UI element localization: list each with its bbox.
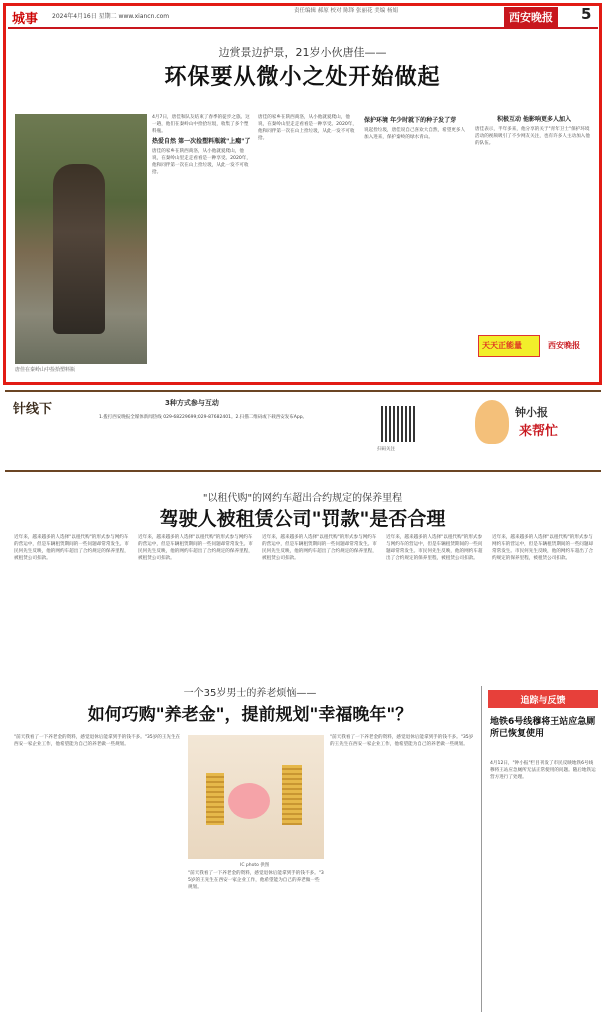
story2-headline[interactable]: 驾驶人被租赁公司"罚款"是否合理 — [159, 508, 446, 530]
paper-mark: 西安晚报 — [548, 341, 580, 350]
story1-subtitle: 边赏景边护景，21岁小伙唐佳—— — [218, 46, 387, 59]
column-name: 钟小报 — [515, 406, 548, 419]
story1-column-2 — [258, 114, 358, 364]
story2-col-1: 近年来，越来越多的人选择"以租代购"的形式参与网约车的营运中，但是车辆租赁期间的一些问题却常常发生。市民何先生反映，他的网约车超出了合约规定的保养里程，被租赁公司扣款。 — [14, 535, 129, 561]
column-divider — [481, 686, 482, 1012]
calligraphy-title: 针线下 — [13, 402, 53, 417]
page-number: 5 — [581, 5, 592, 23]
newspaper-logo: 西安晚报 — [504, 7, 558, 27]
story2-col-5: 近年来，越来越多的人选择"以租代购"的形式参与网约车的营运中，但是车辆租赁期间的一些问题却常常发生。市民何先生反映，他的网约车超出了合约规定的保养里程，被租赁公司扣款。 — [492, 535, 594, 561]
story1-subhead-1: 热爱自然 第一次捡塑料瓶就"上瘾"了 — [152, 138, 251, 145]
story3-headline[interactable]: 如何巧购"养老金"，提前规划"幸福晚年"？ — [87, 705, 413, 725]
trace-body: 4月12日，"钟小报"栏目刊发了市民反映地铁6号线穆将王站应急厕所无法正常使用的问题。随后地铁运营方进行了处理。 — [490, 761, 596, 780]
qr-caption: 扫码关注 — [377, 447, 395, 452]
band-title: 3种方式参与互动 — [165, 399, 219, 407]
story2-col-2: 近年来，越来越多的人选择"以租代购"的形式参与网约车的营运中，但是车辆租赁期间的一些问题却常常发生。市民何先生反映，他的网约车超出了合约规定的保养里程，被租赁公司扣款。 — [138, 535, 253, 561]
positive-energy-badge — [478, 335, 540, 357]
pension-illustration — [188, 735, 324, 859]
interaction-band — [5, 390, 601, 472]
story2-col-3: 近年来，越来越多的人选择"以租代购"的形式参与网约车的营运中，但是车辆租赁期间的一些问题却常常发生。市民何先生反映，他的网约车超出了合约规定的保养里程，被租赁公司扣款。 — [262, 535, 377, 561]
mascot-icon — [475, 400, 509, 444]
story3-lead: 一个35岁男士的养老烦恼—— — [183, 688, 317, 699]
story2-col-4: 近年来，越来越多的人选择"以租代购"的形式参与网约车的营运中，但是车辆租赁期间的一些问题却常常发生。市民何先生反映，他的网约车超出了合约规定的保养里程，被租赁公司扣款。 — [386, 535, 483, 561]
story1-headline[interactable]: 环保要从微小之处开始做起 — [164, 65, 441, 90]
editor-credits: 责任编辑 郝原 校对 陈锋 张丽花 美编 杨娟 — [294, 8, 398, 14]
issue-date: 2024年4月16日 星期二 www.xiancn.com — [52, 13, 170, 20]
section-label: 城事 — [12, 12, 39, 27]
sidebar-title: 积极互动 他影响更多人加入 — [496, 116, 572, 123]
story3-col-3: "前天我看了一下养老金的资料，感觉退休后能拿到手的钱不多。"35岁的王先生在西安一家企业工作，他希望能为自己的养老做一些规划。 — [330, 735, 474, 747]
story1-para-1b: 唐佳的家乡在陕西商洛，从小他就爱爬山，他说，在秦岭山里走走看看是一种享受。2020年，他和同伴第一次在山上捡垃圾，从此一发不可收拾。 — [258, 115, 357, 141]
story3-col-2: "前天我看了一下养老金的资料，感觉退休后能拿到手的钱不多。"35岁的王先生在西安一家企业工作，他希望能为自己的养老做一些规划。 — [188, 871, 324, 890]
column-tagline: 来帮忙 — [519, 424, 559, 439]
story3-col-1: "前天我看了一下养老金的资料，感觉退休后能拿到手的钱不多。"35岁的王先生在西安一家企业工作，他希望能为自己的养老做一些规划。 — [14, 735, 181, 747]
story1-para-1: 唐佳的家乡在陕西商洛，从小他就爱爬山，他说，在秦岭山里走走看看是一种享受。2020年，他和同伴第一次在山上捡垃圾，从此一发不可收拾。 — [152, 149, 251, 175]
piggy-bank-icon — [228, 783, 270, 819]
story1-sidebar — [475, 114, 593, 362]
header-rule — [8, 27, 598, 29]
story1-photo — [15, 114, 147, 364]
story1-lead: 4月7日，唐佳和队友结束了春季的徒步之旅。这一趟，他们在秦岭山中捡拾垃圾，收集了多个塑料瓶。 — [152, 115, 250, 134]
photo-caption: 唐佳在秦岭山中捡拾塑料瓶 — [15, 367, 76, 373]
qr-code-icon[interactable] — [381, 406, 417, 442]
trace-label: 追踪与反馈 — [520, 696, 566, 706]
coin-stack-icon — [282, 765, 302, 825]
trace-headline[interactable]: 地铁6号线穆将王站应急厕所已恢复使用 — [490, 717, 596, 739]
sidebar-text: 唐佳表示，半年多来，他分享的关于"青年卫士"保护环境活动的视频吸引了不少网友关注，也有许多人主动加入他的队伍。 — [475, 127, 590, 146]
story2-subtitle: "以租代购"的网约车超出合约规定的保养里程 — [202, 493, 403, 504]
illustration-caption: IC photo 供图 — [240, 863, 270, 868]
story1-column-3 — [364, 114, 468, 364]
badge-text: 天天正能量 — [482, 341, 522, 350]
story1-subhead-2: 保护环境 年少时就下的种子发了芽 — [364, 117, 457, 124]
hiker-figure — [53, 164, 105, 334]
band-info: 1.拨打西安晚报全媒体新闻热线 029-68229699;029-87682401。2.扫描二维码或下载西安发布App。 — [99, 415, 308, 420]
page-header — [8, 6, 598, 26]
story1-column-1 — [152, 114, 252, 364]
story1-para-2: 说起捡垃圾，唐佳说自己喜欢大自然，希望更多人加入进来，保护秦岭的绿水青山。 — [364, 128, 466, 140]
trace-feedback-tag — [488, 690, 598, 708]
coin-stack-icon — [206, 773, 224, 825]
